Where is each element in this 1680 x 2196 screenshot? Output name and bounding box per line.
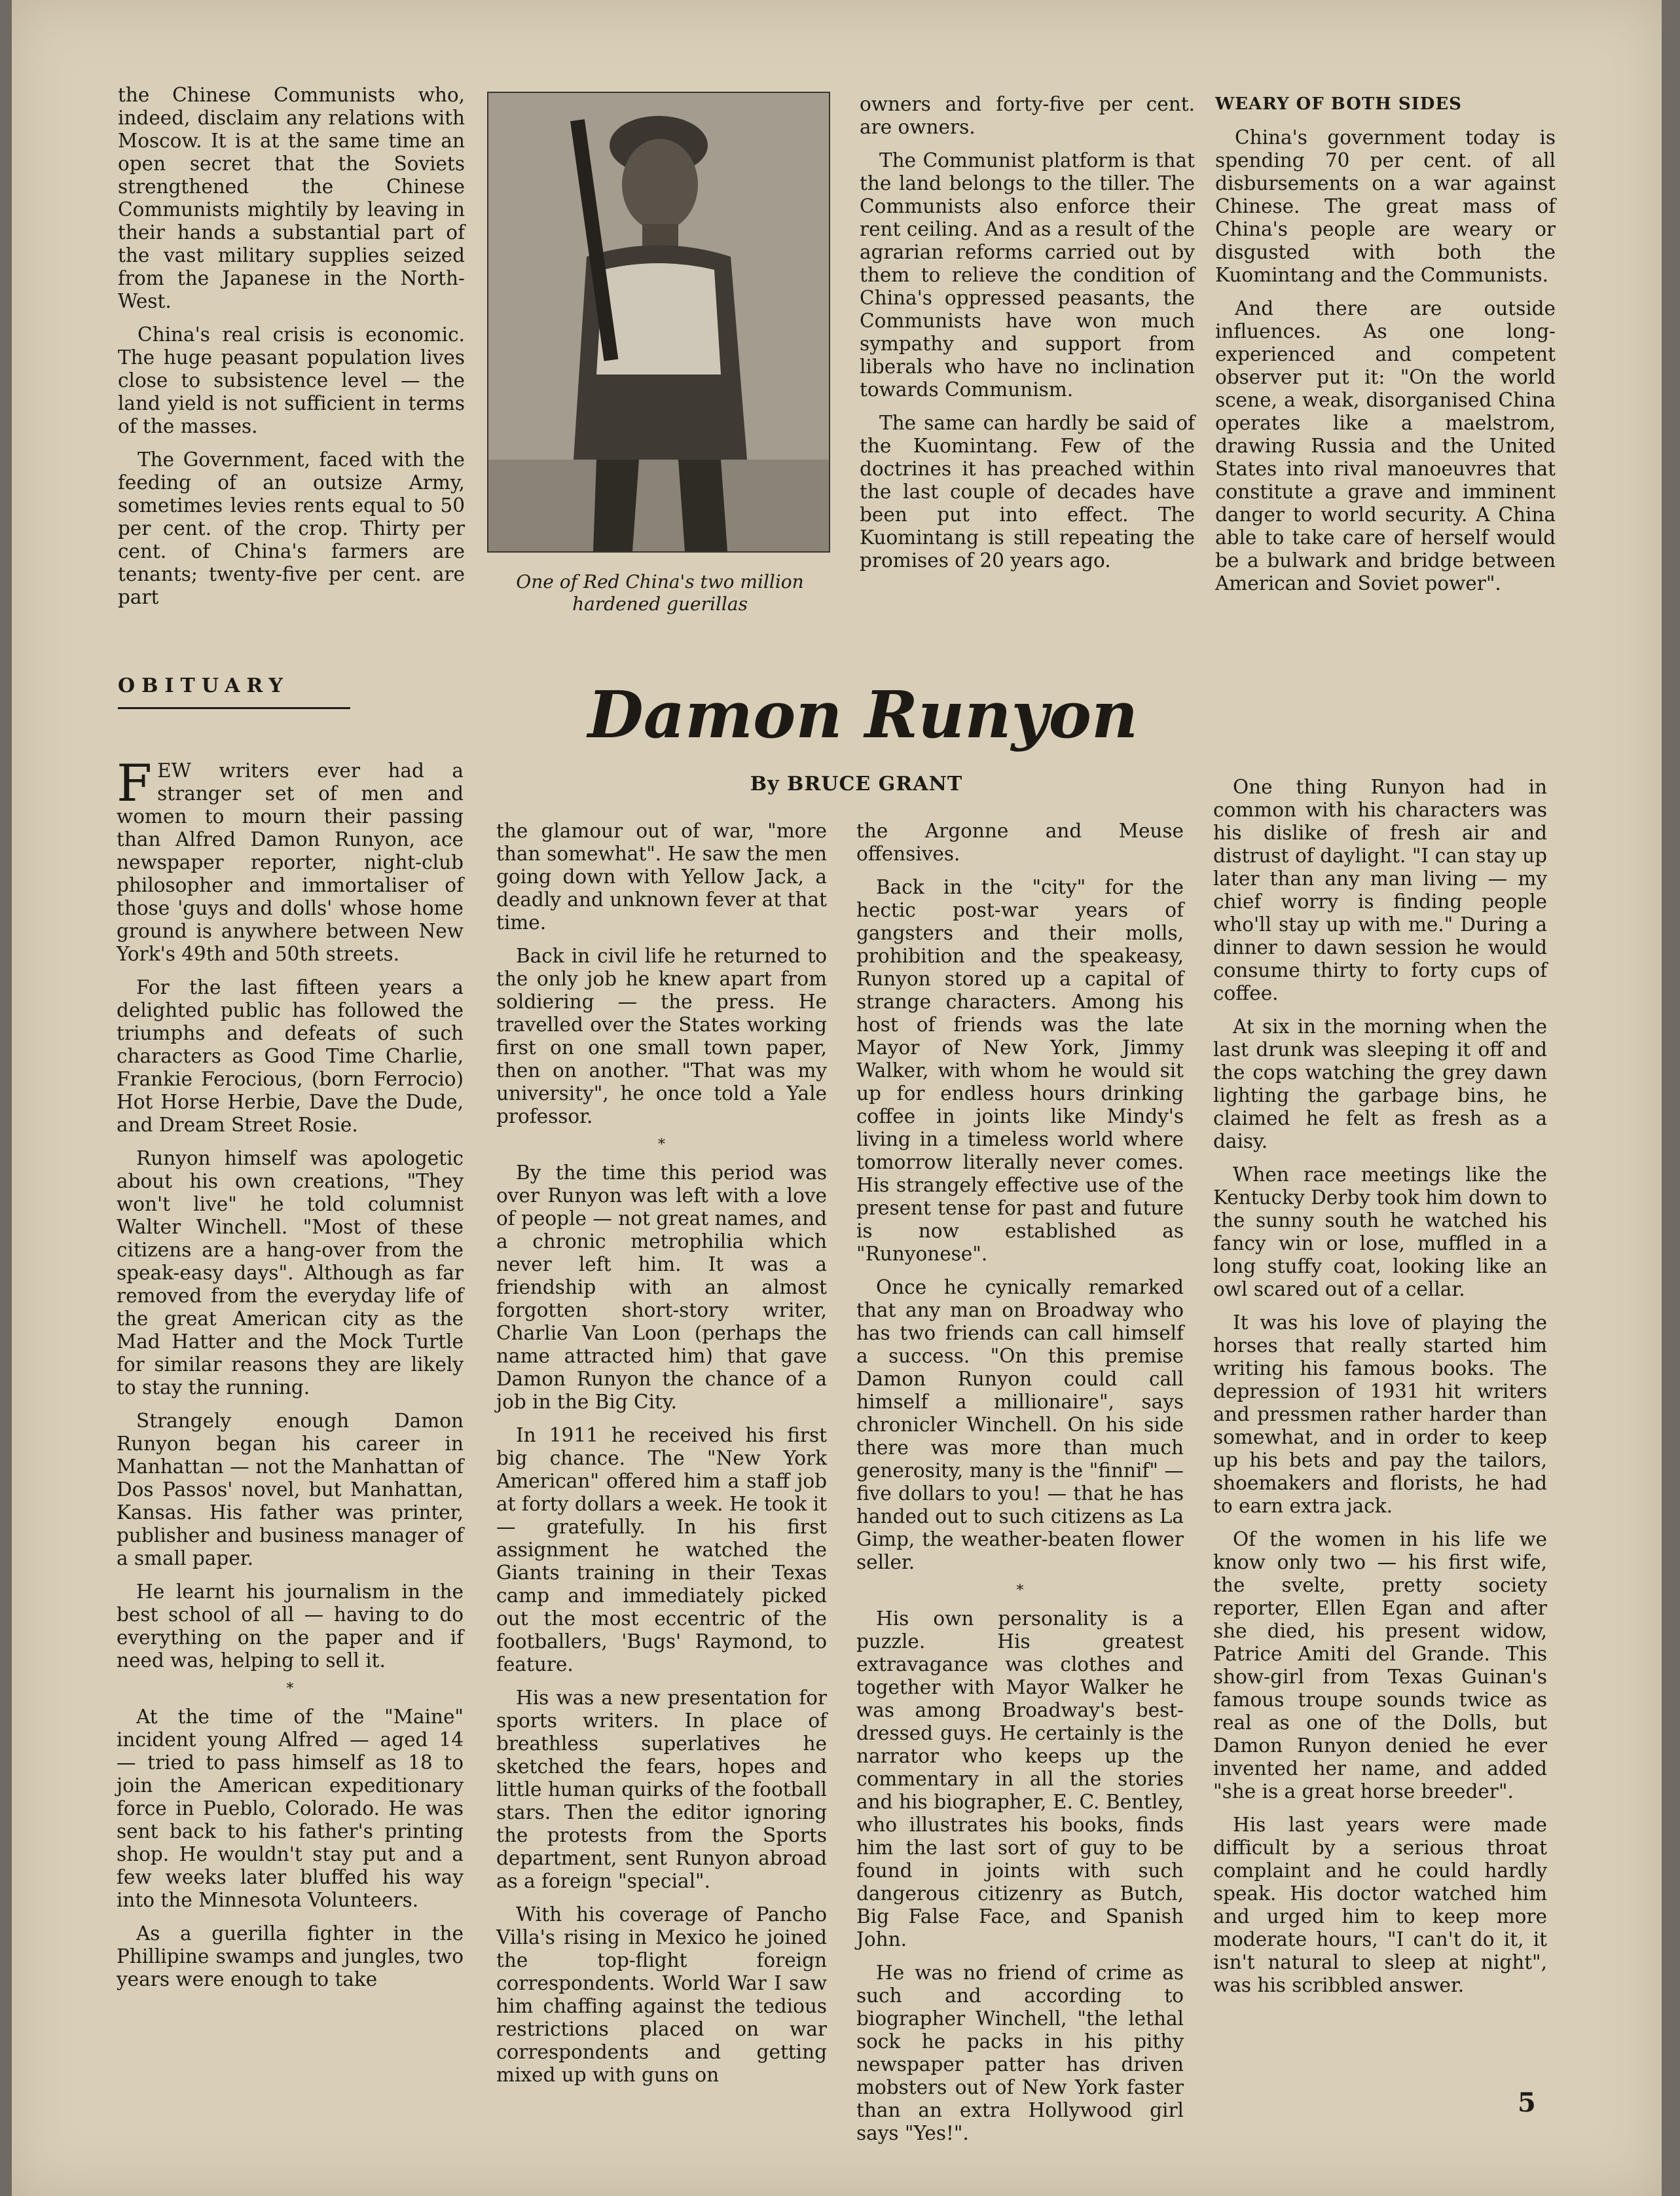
obit-col3-para-2: Back in the "city" for the hectic post-war years of gangsters and their molls, prohibition and the speakeasy, Runyon stored up a capital of strange characters. Among his host of friends was the late Mayor of New York, Jimmy Walker, with whom he would sit up for endless hours drinking coffee in joints like Mindy's living in a timeless world where tomorrow literally never comes. His strangely effective use of the present tense for past and future is now established as "Runyonese".: [856, 876, 1184, 1265]
obit-col2-para-5: His was a new presentation for sports writers. In place of breathless superlatives he sketched the fears, hopes and little human quirks of the football stars. Then the editor ignoring the protests from the Sports department, sent Runyon abroad as a foreign "special".: [496, 1687, 827, 1892]
obit-col4-para-5: Of the women in his life we know only two — his first wife, the svelte, pretty society reporter, Ellen Egan and after she died, his present widow, Patrice Amiti del Grande. This show-girl from Texas Guinan's famous troupe sounds twice as real as one of the Dolls, but Damon Runyon denied he ever invented her name, and added "she is a great horse breeder".: [1213, 1528, 1547, 1803]
top-column-1: [118, 84, 465, 619]
weary-subheading: WEARY OF BOTH SIDES: [1215, 94, 1462, 114]
obit-col3-para-4: His own personality is a puzzle. His greatest extravagance was clothes and together with Mayor Walker he was among Broadway's best-dressed guys. He certainly is the narrator who keeps up the commentary in all the stories and his biographer, E. C. Bentley, who illustrates his books, finds him the last sort of guy to be found in joints with such dangerous citizenry as Butch, Big False Face, and Spanish John.: [856, 1607, 1184, 1950]
obituary-label: OBITUARY: [118, 674, 289, 697]
top-col4-para-1: China's government today is spending 70 per cent. of all disbursements on a war against Chinese. The great mass of China's people are weary or disgusted with both the Kuomintang and the Communists.: [1215, 126, 1556, 286]
top-col1-para-3: The Government, faced with the feeding of an outsize Army, sometimes levies rents equal to 50 per cent. of the crop. Thirty per cent. of China's farmers are tenants; twenty-five per cent. are part: [118, 448, 465, 608]
top-col3-para-2: The Communist platform is that the land belongs to the tiller. The Communists also enforce their rent ceiling. And as a result of the agrarian reforms carried out by them to relieve the condition of China's oppressed peasants, the Communists have won much sympathy and support from liberals who have no inclination towards Communism.: [860, 149, 1195, 401]
obit-col4-para-3: When race meetings like the Kentucky Derby took him down to the sunny south he watched his fancy win or lose, muffled in a long stuffy coat, looking like an owl scared out of a cellar.: [1213, 1163, 1547, 1300]
obit-col1-para-4: Strangely enough Damon Runyon began his career in Manhattan — not the Manhattan of Dos Passos' novel, but Manhattan, Kansas. His father was printer, publisher and business manager of a small paper.: [117, 1410, 464, 1569]
obit-col1-para-6: At the time of the "Maine" incident young Alfred — aged 14 — tried to pass himself as 18 to join the American expeditionary force in Pueblo, Colorado. He was sent back to his father's printing shop. He wouldn't stay put and a few weeks later bluffed his way into the Minnesota Volunteers.: [117, 1706, 464, 1911]
obit-col2-para-4: In 1911 he received his first big chance. The "New York American" offered him a staff job at forty dollars a week. He took it — gratefully. In his first assignment he watched the Giants training in their Texas camp and immediately picked out the most eccentric of the footballers, 'Bugs' Raymond, to feature.: [496, 1424, 827, 1675]
obit-col4-para-2: At six in the morning when the last drunk was sleeping it off and the cops watching the grey dawn lighting the garbage bins, he claimed he felt as fresh as a daisy.: [1213, 1016, 1547, 1152]
section-star: *: [1016, 1583, 1024, 1599]
obit-col4-para-4: It was his love of playing the horses that really started him writing his famous books. The depression of 1931 hit writers and pressmen rather harder than somewhat, and in order to keep up his bets and pay the tailors, shoemakers and florists, he had to earn extra jack.: [1213, 1311, 1547, 1517]
article-headline: Damon Runyon: [587, 678, 1139, 753]
obit-col3-para-1: the Argonne and Meuse offensives.: [856, 820, 1184, 865]
top-column-4: [1215, 93, 1556, 606]
obit-column-1: [117, 754, 464, 2002]
guerilla-figure-illustration: [488, 93, 829, 551]
top-col3-para-1: owners and forty-five per cent. are owners.: [860, 93, 1195, 138]
page-number: 5: [1518, 2087, 1536, 2118]
obit-col1-para-7: As a guerilla fighter in the Phillipine swamps and jungles, two years were enough to take: [117, 1922, 464, 1990]
obit-col4-para-1: One thing Runyon had in common with his characters was his dislike of fresh air and distrust of daylight. "I can stay up later than any man living — my chief worry is finding people who'll stay up with me." During a dinner to dawn session he would consume thirty to forty cups of coffee.: [1213, 776, 1547, 1004]
guerilla-photo: [487, 92, 830, 553]
article-byline: By BRUCE GRANT: [750, 773, 963, 796]
top-column-3: [860, 93, 1195, 583]
obit-col1-para-1: FEW writers ever had a stranger set of men and women to mourn their passing than Alfred Damon Runyon, ace newspaper reporter, night-club philosopher and immortaliser of those 'guys and dolls' whose home ground is anywhere between New York's 49th and 50th streets.: [117, 754, 464, 965]
obit-col2-para-1: the glamour out of war, "more than somewhat". He saw the men going down with Yellow Jack, a deadly and unknown fever at that time.: [496, 820, 827, 934]
obit-col2-para-2: Back in civil life he returned to the only job he knew apart from soldiering — the press. He travelled over the States working first on one small town paper, then on another. "That was my university", he once told a Yale professor.: [496, 945, 827, 1127]
section-star: *: [286, 1681, 294, 1697]
obit-col1-para-5: He learnt his journalism in the best school of all — having to do everything on the paper and if need was, helping to sell it.: [117, 1581, 464, 1672]
top-col3-para-3: The same can hardly be said of the Kuomintang. Few of the doctrines it has preached within the last couple of decades have been put into effect. The Kuomintang is still repeating the promises of 20 years ago.: [860, 412, 1195, 572]
magazine-page: [12, 0, 1662, 2196]
obituary-rule: [118, 707, 350, 709]
drop-cap: F: [117, 754, 153, 813]
obit-col4-para-6: His last years were made difficult by a serious throat complaint and he could hardly speak. His doctor watched him and urged him to keep more moderate hours, "I can't do it, it isn't natural to sleep at night", was his scribbled answer.: [1213, 1814, 1547, 1996]
top-col4-para-2: And there are outside influences. As one long-experienced and competent observer put it: "On the world scene, a weak, disorganised China operates like a maelstrom, drawing Russia and the United States into rival manoeuvres that constitute a grave and imminent danger to world security. A China able to take care of herself would be a bulwark and bridge between American and Soviet power".: [1215, 297, 1556, 595]
photo-caption: One of Red China's two million hardened guerillas: [516, 571, 804, 615]
obit-col1-para-2: For the last fifteen years a delighted public has followed the triumphs and defeats of such characters as Good Time Charlie, Frankie Ferocious, (born Ferrocio) Hot Horse Herbie, Dave the Dude, and Dream Street Rosie.: [117, 976, 464, 1136]
obit-column-3: [856, 820, 1184, 2155]
top-col1-para-2: China's real crisis is economic. The huge peasant population lives close to subsistence level — the land yield is not sufficient in terms of the masses.: [118, 323, 465, 437]
obit-col3-para-5: He was no friend of crime as such and according to biographer Winchell, "the lethal sock he packs in his pithy newspaper patter has driven mobsters out of New York faster than an extra Hollywood girl says "Yes!".: [856, 1962, 1184, 2144]
obit-col2-para-6: With his coverage of Pancho Villa's rising in Mexico he joined the top-flight foreign correspondents. World War I saw him chaffing against the tedious restrictions placed on war correspondents and getting mixed up with guns on: [496, 1903, 827, 2086]
obit-column-4: [1213, 776, 1547, 2007]
obit-column-2: [496, 820, 827, 2097]
section-star: *: [658, 1137, 665, 1153]
top-col1-para-1: the Chinese Communists who, indeed, disclaim any relations with Moscow. It is at the same time an open secret that the Soviets strengthened the Chinese Communists mightily by leaving in their hands a substantial part of the vast military supplies seized from the Japanese in the North-West.: [118, 84, 465, 312]
obit-col2-para-3: By the time this period was over Runyon was left with a love of people — not great names, and a chronic metrophilia which never left him. It was a friendship with an almost forgotten short-story writer, Charlie Van Loon (perhaps the name attracted him) that gave Damon Runyon the chance of a job in the Big City.: [496, 1162, 827, 1413]
obit-col1-para-3: Runyon himself was apologetic about his own creations, "They won't live" he told columnist Walter Winchell. "Most of these citizens are a hang-over from the speak-easy days". Although as far removed from the everyday life of the great American city as the Mad Hatter and the Mock Turtle for similar reasons they are likely to stay the running.: [117, 1147, 464, 1399]
obit-col3-para-3: Once he cynically remarked that any man on Broadway who has two friends can call himself a success. "On this premise Damon Runyon could call himself a millionaire", says chronicler Winchell. On his side there was more than much generosity, many is the "finnif" — five dollars to you! — that he has handed out to such citizens as La Gimp, the weather-beaten flower seller.: [856, 1276, 1184, 1573]
